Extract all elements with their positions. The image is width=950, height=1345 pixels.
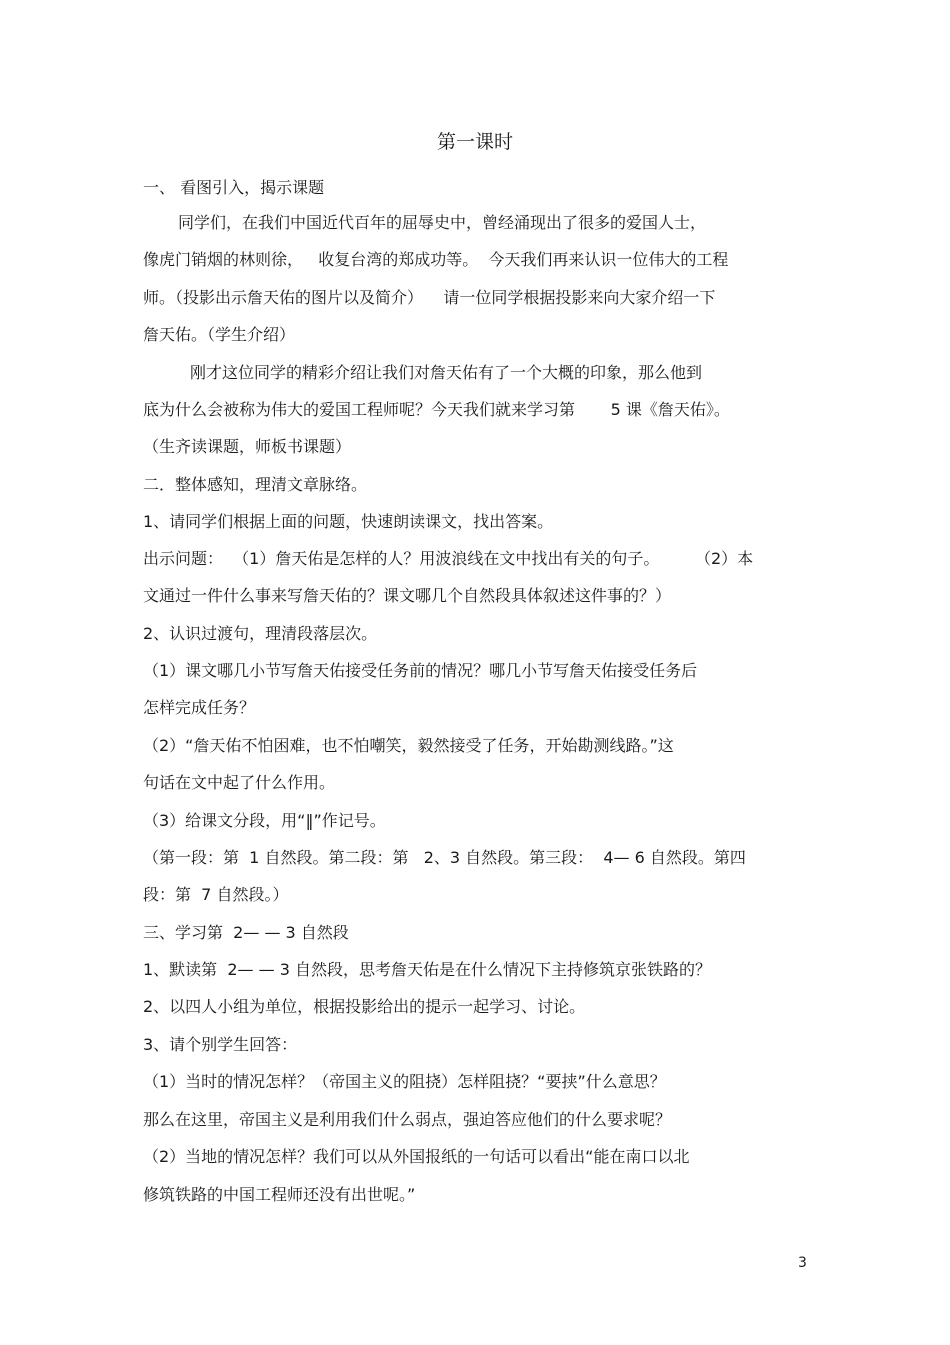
paragraph-line: 怎样完成任务？	[143, 698, 256, 717]
paragraph-line: （第一段：第 1 自然段。第二段：第 2、3 自然段。第三段： 4— 6 自然段。第四	[143, 848, 746, 867]
paragraph-line: （1）当时的情况怎样？（帝国主义的阻挠）怎样阻挠？“要挟”什么意思？	[143, 1072, 666, 1091]
paragraph-line: （1）课文哪几小节写詹天佑接受任务前的情况？哪几小节写詹天佑接受任务后	[143, 661, 698, 680]
page-title: 第一课时	[436, 131, 513, 153]
paragraph-line: （2）当地的情况怎样？我们可以从外国报纸的一句话可以看出“能在南口以北	[143, 1147, 690, 1166]
paragraph-line: （3）给课文分段，用“‖”作记号。	[143, 811, 386, 830]
paragraph-line: 句话在文中起了什么作用。	[143, 773, 336, 792]
section-heading-1: 一、 看图引入，揭示课题	[143, 178, 325, 197]
paragraph-line: 3、请个别学生回答：	[143, 1035, 298, 1054]
paragraph-line: 那么在这里，帝国主义是利用我们什么弱点，强迫答应他们的什么要求呢？	[143, 1110, 672, 1129]
paragraph-line: 同学们，在我们中国近代百年的屈辱史中，曾经涌现出了很多的爱国人士，	[178, 213, 707, 232]
section-heading-2: 二．整体感知，理清文章脉络。	[143, 475, 368, 494]
paragraph-line: 底为什么会被称为伟大的爱国工程师呢？今天我们就来学习第 5 课《詹天佑》。	[143, 400, 730, 419]
paragraph-line: 2、认识过渡句，理清段落层次。	[143, 624, 378, 643]
page-number: 3	[798, 1255, 807, 1271]
paragraph-line: 1、请同学们根据上面的问题，快速朗读课文，找出答案。	[143, 512, 554, 531]
paragraph-line: 像虎门销烟的林则徐， 收复台湾的郑成功等。 今天我们再来认识一位伟大的工程	[143, 250, 729, 269]
paragraph-line: （生齐读课题，师板书课题）	[143, 437, 352, 456]
paragraph-line: 段：第 7 自然段。）	[143, 885, 289, 904]
section-heading-3: 三、学习第 2— — 3 自然段	[143, 923, 349, 942]
paragraph-line: 修筑铁路的中国工程师还没有出世呢。”	[143, 1185, 416, 1204]
paragraph-line: 出示问题： （1）詹天佑是怎样的人？用波浪线在文中找出有关的句子。 （2）本	[143, 549, 754, 568]
paragraph-line: 詹天佑。（学生介绍）	[143, 325, 296, 344]
paragraph-line: 2、以四人小组为单位，根据投影给出的提示一起学习、讨论。	[143, 997, 586, 1016]
paragraph-line: 文通过一件什么事来写詹天佑的？课文哪几个自然段具体叙述这件事的？）	[143, 586, 672, 605]
paragraph-line: 刚才这位同学的精彩介绍让我们对詹天佑有了一个大概的印象，那么他到	[190, 363, 703, 382]
paragraph-line: 师。（投影出示詹天佑的图片以及简介） 请一位同学根据投影来向大家介绍一下	[143, 288, 716, 307]
paragraph-line: 1、默读第 2— — 3 自然段，思考詹天佑是在什么情况下主持修筑京张铁路的？	[143, 960, 711, 979]
paragraph-line: （2）“詹天佑不怕困难，也不怕嘲笑，毅然接受了任务，开始勘测线路。”这	[143, 736, 674, 755]
